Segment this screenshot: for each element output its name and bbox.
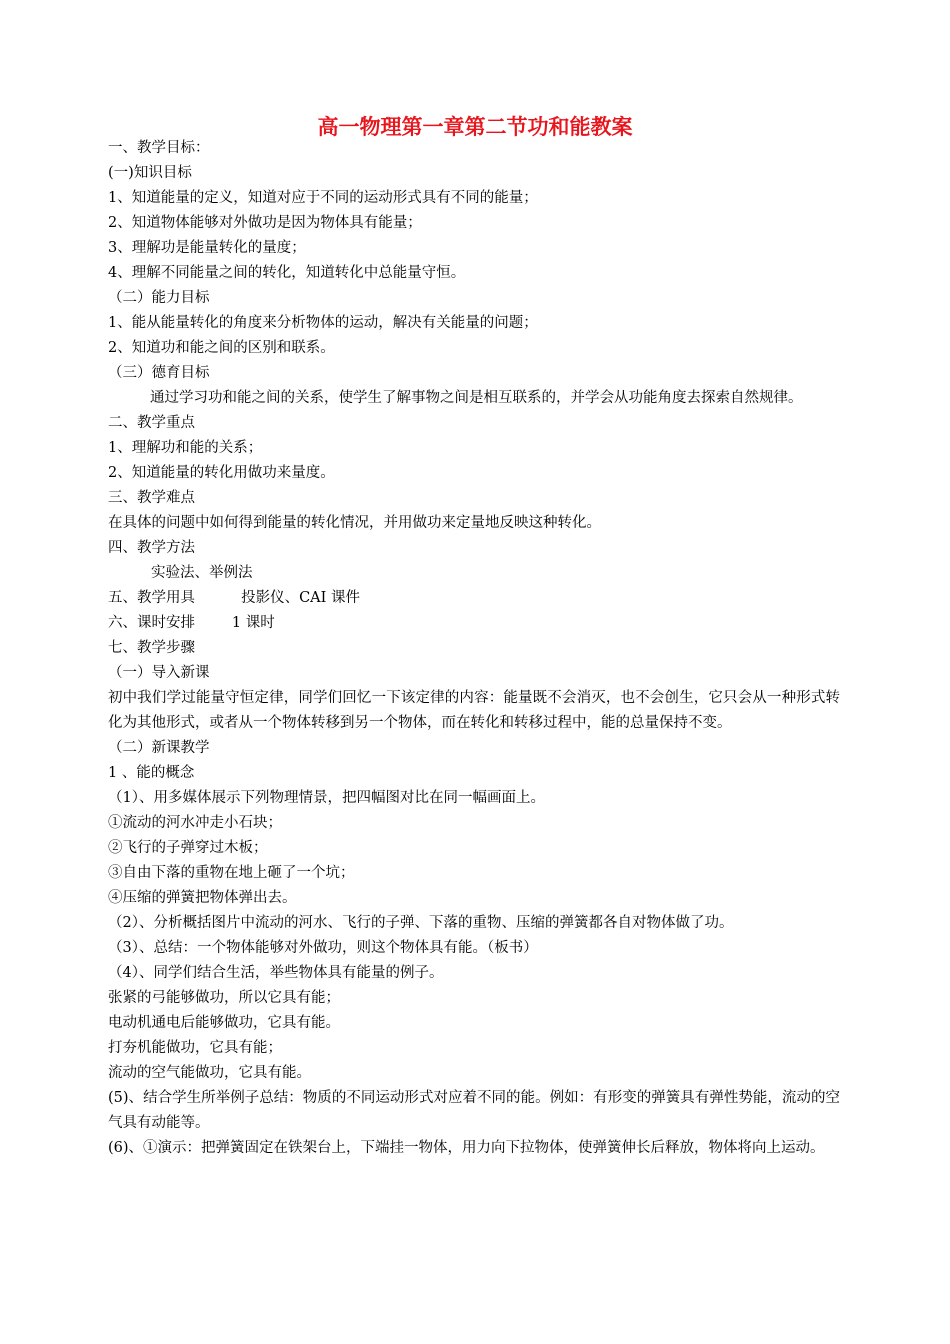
text-line: （1）、用多媒体展示下列物理情景，把四幅图对比在同一幅画面上。 [108, 790, 545, 806]
text-line: （2）、分析概括图片中流动的河水、飞行的子弹、下落的重物、压缩的弹簧都各自对物体做了功。 [108, 915, 734, 931]
text-line: 电动机通电后能够做功，它具有能。 [108, 1015, 340, 1031]
text-line: 七、教学步骤 [108, 640, 195, 656]
text-paragraph: (5)、结合学生所举例子总结：物质的不同运动形式对应着不同的能。例如：有形变的弹簧具有弹性势能，流动的空气具有动能等。 [108, 1090, 840, 1131]
text-line: 打夯机能做功，它具有能； [108, 1040, 282, 1056]
text-line: ②飞行的子弹穿过木板； [108, 840, 268, 856]
text-line: 2、知道功和能之间的区别和联系。 [108, 340, 335, 356]
document-title: 高一物理第一章第二节功和能教案 [317, 114, 633, 139]
text-line: （一）导入新课 [108, 665, 210, 681]
text-line: 2、知道能量的转化用做功来量度。 [108, 465, 335, 481]
text-line: 1、能从能量转化的角度来分析物体的运动，解决有关能量的问题； [108, 315, 538, 331]
text-line: （4）、同学们结合生活，举些物体具有能量的例子。 [108, 965, 444, 981]
text-line: （二）新课教学 [108, 740, 210, 756]
text-line: 1、理解功和能的关系； [108, 440, 263, 456]
text-paragraph: (6)、①演示：把弹簧固定在铁架台上，下端挂一物体，用力向下拉物体，使弹簧伸长后释放，物体将向上运动。 [108, 1140, 825, 1156]
text-paragraph: 初中我们学过能量守恒定律，同学们回忆一下该定律的内容：能量既不会消灭，也不会创生，它只会从一种形式转化为其他形式，或者从一个物体转移到另一个物体，而在转化和转移过程中，能的总量保持不变。 [108, 690, 840, 731]
text-line: 3、理解功是能量转化的量度； [108, 240, 306, 256]
text-line: 在具体的问题中如何得到能量的转化情况，并用做功来定量地反映这种转化。 [108, 515, 601, 531]
text-line: 五、教学用具 投影仪、CAI 课件 [108, 590, 360, 606]
text-line: （三）德育目标 [108, 365, 210, 381]
text-line: ③自由下落的重物在地上砸了一个坑； [108, 865, 355, 881]
text-line: （3）、总结：一个物体能够对外做功，则这个物体具有能。（板书） [108, 940, 538, 956]
text-line: 实验法、举例法 [151, 565, 253, 581]
document-body [108, 136, 840, 1161]
text-line: ①流动的河水冲走小石块； [108, 815, 282, 831]
text-line: 张紧的弓能够做功，所以它具有能； [108, 990, 340, 1006]
text-line: 4、理解不同能量之间的转化，知道转化中总能量守恒。 [108, 265, 466, 281]
text-line: 流动的空气能做功，它具有能。 [108, 1065, 311, 1081]
text-line: 1 、能的概念 [108, 765, 195, 781]
text-line: 三、教学难点 [108, 490, 195, 506]
text-line: 2、知道物体能够对外做功是因为物体具有能量； [108, 215, 422, 231]
text-line: 一、教学目标： [108, 140, 210, 156]
text-line: 六、课时安排 1 课时 [108, 615, 275, 631]
text-paragraph: 通过学习功和能之间的关系，使学生了解事物之间是相互联系的，并学会从功能角度去探索自然规律。 [150, 390, 803, 406]
text-line: 1、知道能量的定义，知道对应于不同的运动形式具有不同的能量； [108, 190, 538, 206]
text-line: 四、教学方法 [108, 540, 195, 556]
text-line: 二、教学重点 [108, 415, 195, 431]
text-line: ④压缩的弹簧把物体弹出去。 [108, 890, 297, 906]
text-line: (一)知识目标 [108, 165, 192, 181]
text-line: （二）能力目标 [108, 290, 210, 306]
